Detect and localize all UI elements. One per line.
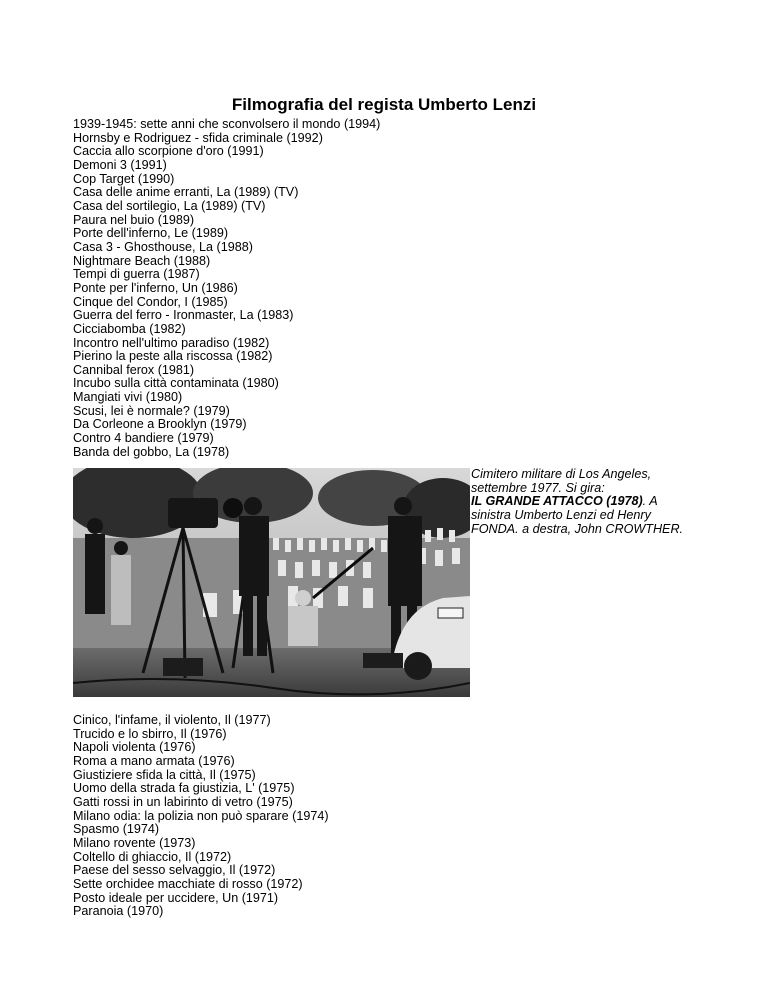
list-item: Scusi, lei è normale? (1979) — [73, 403, 230, 418]
list-item: Cicciabomba (1982) — [73, 321, 186, 336]
list-item: Cannibal ferox (1981) — [73, 362, 195, 377]
list-item: Cinico, l'infame, il violento, Il (1977) — [73, 713, 271, 727]
caption-line-tail: . A — [642, 494, 658, 509]
list-item: Napoli violenta (1976) — [73, 740, 196, 755]
photo-caption — [471, 468, 701, 536]
page-title: Filmografia del regista Umberto Lenzi — [231, 95, 537, 115]
list-item: 1939-1945: sette anni che sconvolsero il mondo (1994) — [73, 117, 381, 131]
caption-line: Cimitero militare di Los Angeles, — [471, 467, 652, 481]
list-item: Uomo della strada fa giustizia, L' (1975) — [73, 781, 295, 796]
caption-film-title: IL GRANDE ATTACCO (1978) — [471, 494, 643, 509]
list-item: Casa del sortilegio, La (1989) (TV) — [73, 198, 266, 213]
caption-line: settembre 1977. Si gira: — [471, 480, 605, 495]
list-item: Paura nel buio (1989) — [73, 212, 195, 227]
list-item: Nightmare Beach (1988) — [73, 253, 211, 268]
list-item: Caccia allo scorpione d'oro (1991) — [73, 144, 264, 159]
list-item: Guerra del ferro - Ironmaster, La (1983) — [73, 308, 294, 323]
list-item: Porte dell'inferno, Le (1989) — [73, 226, 229, 241]
list-item: Pierino la peste alla riscossa (1982) — [73, 349, 273, 364]
list-item: Roma a mano armata (1976) — [73, 753, 235, 768]
list-item: Giustiziere sfida la città, Il (1975) — [73, 767, 256, 782]
list-item: Demoni 3 (1991) — [73, 157, 167, 172]
list-item: Trucido e lo sbirro, Il (1976) — [73, 726, 227, 741]
caption-line: sinistra Umberto Lenzi ed Henry — [471, 507, 651, 522]
list-item: Gatti rossi in un labirinto di vetro (1975) — [73, 794, 293, 809]
list-item: Hornsby e Rodriguez - sfida criminale (1992) — [73, 130, 323, 145]
list-item: Posto ideale per uccidere, Un (1971) — [73, 890, 279, 905]
list-item: Paranoia (1970) — [73, 904, 164, 919]
list-item: Spasmo (1974) — [73, 822, 160, 837]
list-item: Ponte per l'inferno, Un (1986) — [73, 280, 238, 295]
caption-line — [471, 495, 701, 509]
filmography-list-bottom — [73, 714, 329, 919]
list-item: Tempi di guerra (1987) — [73, 267, 200, 282]
list-item: Contro 4 bandiere (1979) — [73, 431, 214, 446]
caption-line: FONDA. a destra, John CROWTHER. — [471, 521, 684, 536]
list-item: Casa 3 - Ghosthouse, La (1988) — [73, 239, 253, 254]
list-item: Milano rovente (1973) — [73, 835, 196, 850]
list-item: Cinque del Condor, I (1985) — [73, 294, 228, 309]
film-set-photo — [73, 468, 470, 697]
list-item: Da Corleone a Brooklyn (1979) — [73, 417, 247, 432]
list-item: Mangiati vivi (1980) — [73, 390, 183, 405]
list-item: Casa delle anime erranti, La (1989) (TV) — [73, 185, 299, 200]
list-item: Incontro nell'ultimo paradiso (1982) — [73, 335, 270, 350]
list-item: Coltello di ghiaccio, Il (1972) — [73, 849, 232, 864]
list-item: Banda del gobbo, La (1978) — [73, 444, 230, 459]
filmography-list-top — [73, 118, 380, 459]
list-item: Incubo sulla città contaminata (1980) — [73, 376, 279, 391]
list-item: Cop Target (1990) — [73, 171, 175, 186]
list-item: Sette orchidee macchiate di rosso (1972) — [73, 876, 303, 891]
list-item: Milano odia: la polizia non può sparare (1974) — [73, 808, 329, 823]
list-item: Paese del sesso selvaggio, Il (1972) — [73, 863, 276, 878]
